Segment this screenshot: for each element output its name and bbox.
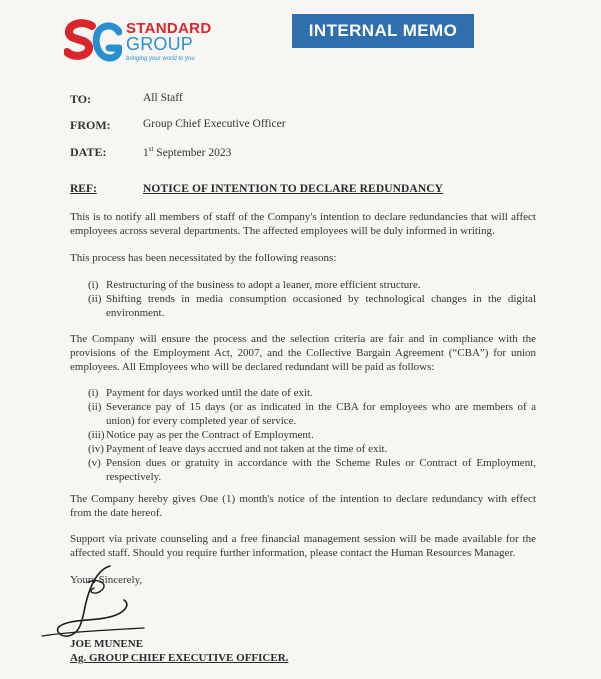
signer-name: JOE MUNENE bbox=[70, 638, 144, 650]
reasons-list bbox=[88, 278, 536, 320]
date-day: 1 bbox=[143, 146, 149, 159]
list-item: (iv) Payment of leave days accrued and not taken at the time of exit. bbox=[88, 443, 388, 455]
list-item: (v) Pension dues or gratuity in accordance with the Scheme Rules or Contract of Employment, respectively. bbox=[88, 457, 536, 483]
from-label: FROM: bbox=[70, 118, 111, 132]
notice-paragraph: The Company hereby gives One (1) month's notice of the intention to declare redundancy with effect from the date hereof. bbox=[70, 493, 536, 519]
signer-title: Ag. GROUP CHIEF EXECUTIVE OFFICER. bbox=[70, 652, 289, 664]
list-item: (i) Payment for days worked until the date of exit. bbox=[88, 387, 313, 399]
logo-word-group: GROUP bbox=[126, 34, 194, 54]
ref-title: NOTICE OF INTENTION TO DECLARE REDUNDANCY bbox=[143, 183, 444, 195]
list-item: (ii) Severance pay of 15 days (or as indicated in the CBA for employees who are members of a union) for every completed year of service. bbox=[88, 401, 536, 427]
from-value: Group Chief Executive Officer bbox=[143, 118, 286, 130]
sg-logo-mark-icon bbox=[64, 18, 122, 64]
date-label: DATE: bbox=[70, 145, 107, 159]
handwritten-signature-icon bbox=[38, 560, 148, 645]
list-item: (i) Restructuring of the business to adopt a leaner, more efficient structure. bbox=[88, 279, 421, 291]
logo-tagline: bringing your world to you bbox=[126, 56, 195, 62]
to-value: All Staff bbox=[143, 92, 183, 104]
compliance-paragraph: The Company will ensure the process and the selection criteria are fair and in compliance with the provisions of the Employment Act, 2007, and the Collective Bargain Agreement (“CBA”) for union employees. All Employees who will be declared redundant will be paid as follows: bbox=[70, 333, 536, 373]
list-item: (iii) Notice pay as per the Contract of Employment. bbox=[88, 429, 314, 441]
date-value bbox=[143, 145, 231, 159]
to-label: TO: bbox=[70, 92, 92, 106]
intro-paragraph: This is to notify all members of staff of the Company's intention to declare redundancies that will affect employees across several departments. The affected employees will be duly informed in writing. bbox=[70, 211, 536, 237]
internal-memo-banner: INTERNAL MEMO bbox=[292, 14, 474, 48]
ref-label: REF: bbox=[70, 183, 97, 195]
standard-group-logo bbox=[64, 18, 212, 64]
support-paragraph: Support via private counseling and a free financial management session will be made available for the affected staff. Should you require further information, please contact the Human Resources Manager. bbox=[70, 533, 536, 559]
payments-list bbox=[88, 386, 536, 484]
date-suffix: st bbox=[148, 145, 154, 153]
list-item: (ii) Shifting trends in media consumption occasioned by technological changes in the digital environment. bbox=[88, 293, 536, 319]
reasons-intro: This process has been necessitated by the following reasons: bbox=[70, 252, 337, 264]
logo-word-standard: STANDARD bbox=[126, 20, 212, 37]
date-rest: September 2023 bbox=[153, 146, 232, 159]
closing-text: Yours Sincerely, bbox=[70, 574, 143, 586]
